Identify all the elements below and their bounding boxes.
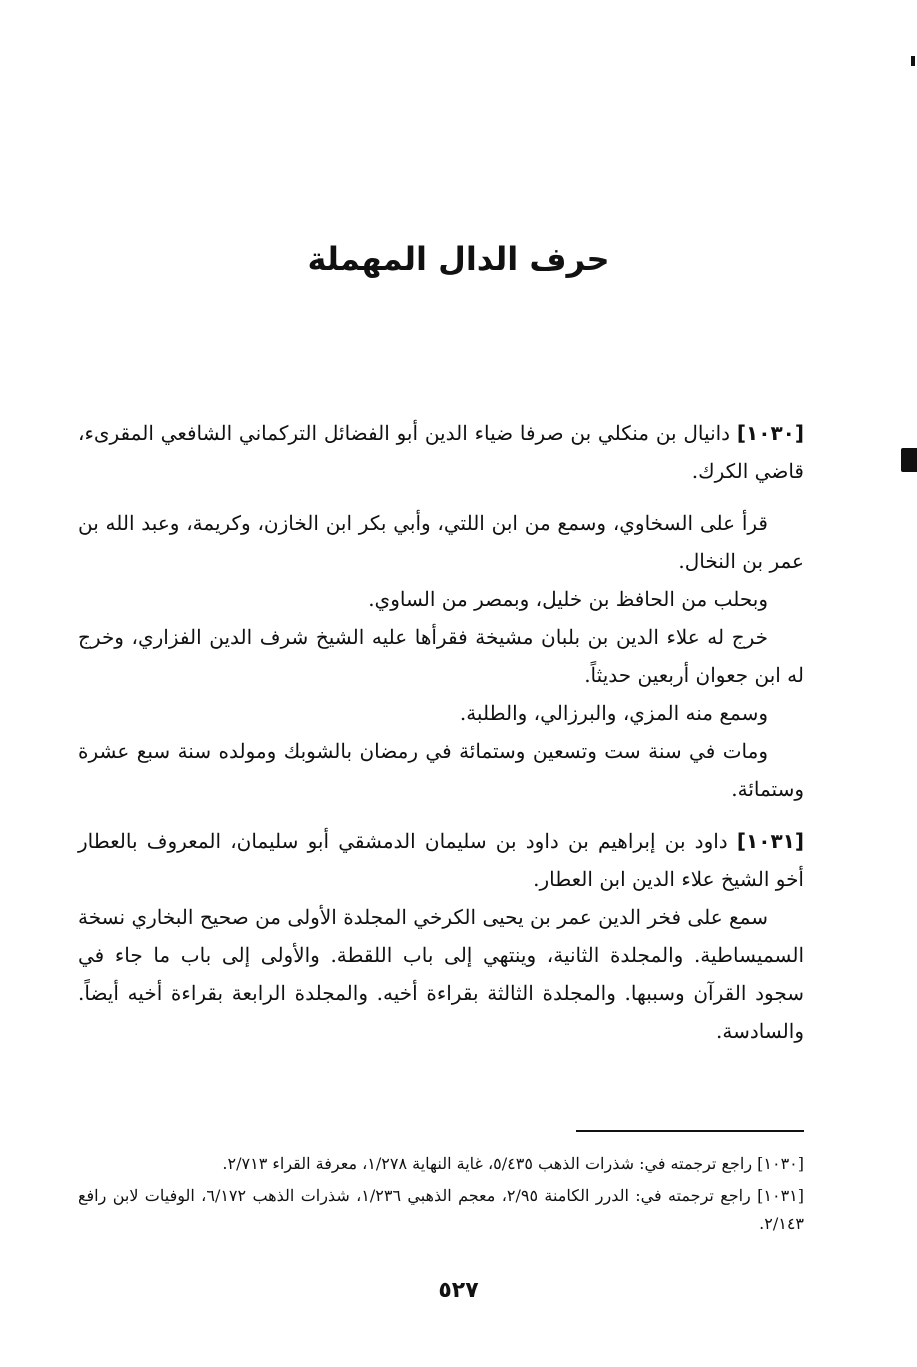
entry-text: داود بن إبراهيم بن داود بن سليمان الدمشقي أبو سليمان، المعروف بالعطار أخو الشيخ علاء الدين ابن العطار. bbox=[78, 829, 804, 891]
entry-paragraph: وبحلب من الحافظ بن خليل، وبمصر من الساوي. bbox=[368, 587, 768, 611]
entry-paragraph: قرأ على السخاوي، وسمع من ابن اللتي، وأبي بكر ابن الخازن، وكريمة، وعبد الله بن عمر بن النخال. bbox=[78, 511, 804, 573]
entry-1030-intro bbox=[78, 414, 804, 490]
entry-paragraph: وسمع منه المزي، والبرزالي، والطلبة. bbox=[459, 701, 768, 725]
entry-number: [١٠٣٠] bbox=[736, 421, 804, 445]
footnote-divider bbox=[576, 1130, 804, 1132]
footnote: [١٠٣١] راجع ترجمته في: الدرر الكامنة ٢/٩٥، معجم الذهبي ١/٢٣٦، شذرات الذهب ٦/١٧٢، الوفيات لابن رافع ٢/١٤٣. bbox=[78, 1186, 805, 1233]
entry-paragraph: خرج له علاء الدين بن بلبان مشيخة فقرأها عليه الشيخ شرف الدين الفزاري، وخرج له ابن جعوان أربعين حديثاً. bbox=[78, 625, 804, 687]
entry-1031-intro bbox=[78, 822, 804, 898]
footnote: [١٠٣٠] راجع ترجمته في: شذرات الذهب ٥/٤٣٥، غاية النهاية ١/٢٧٨، معرفة القراء ٢/٧١٣. bbox=[222, 1154, 804, 1173]
entry-paragraph: سمع على فخر الدين عمر بن يحيى الكرخي المجلدة الأولى من صحيح البخاري نسخة السميساطية. والمجلدة الثانية، وينتهي إلى باب اللقطة. والأولى إلى باب ما جاء في سجود القرآن وسببها. والمجلدة الثالثة بقراءة أخيه. والمجلدة الرابعة بقراءة أخيه أيضاً. والسادسة. bbox=[78, 905, 804, 1043]
main-text bbox=[78, 414, 804, 1050]
page-number: ٥٢٧ bbox=[438, 1278, 479, 1303]
footnotes bbox=[78, 1150, 804, 1242]
entry-text: دانيال بن منكلي بن صرفا ضياء الدين أبو الفضائل التركماني الشافعي المقرىء، قاضي الكرك. bbox=[78, 421, 804, 483]
scan-mark bbox=[911, 56, 915, 66]
scan-mark bbox=[901, 448, 917, 472]
entry-number: [١٠٣١] bbox=[736, 829, 805, 853]
chapter-heading: حرف الدال المهملة bbox=[307, 240, 610, 278]
entry-paragraph: ومات في سنة ست وتسعين وستمائة في رمضان بالشوبك ومولده سنة سبع عشرة وستمائة. bbox=[78, 739, 804, 801]
